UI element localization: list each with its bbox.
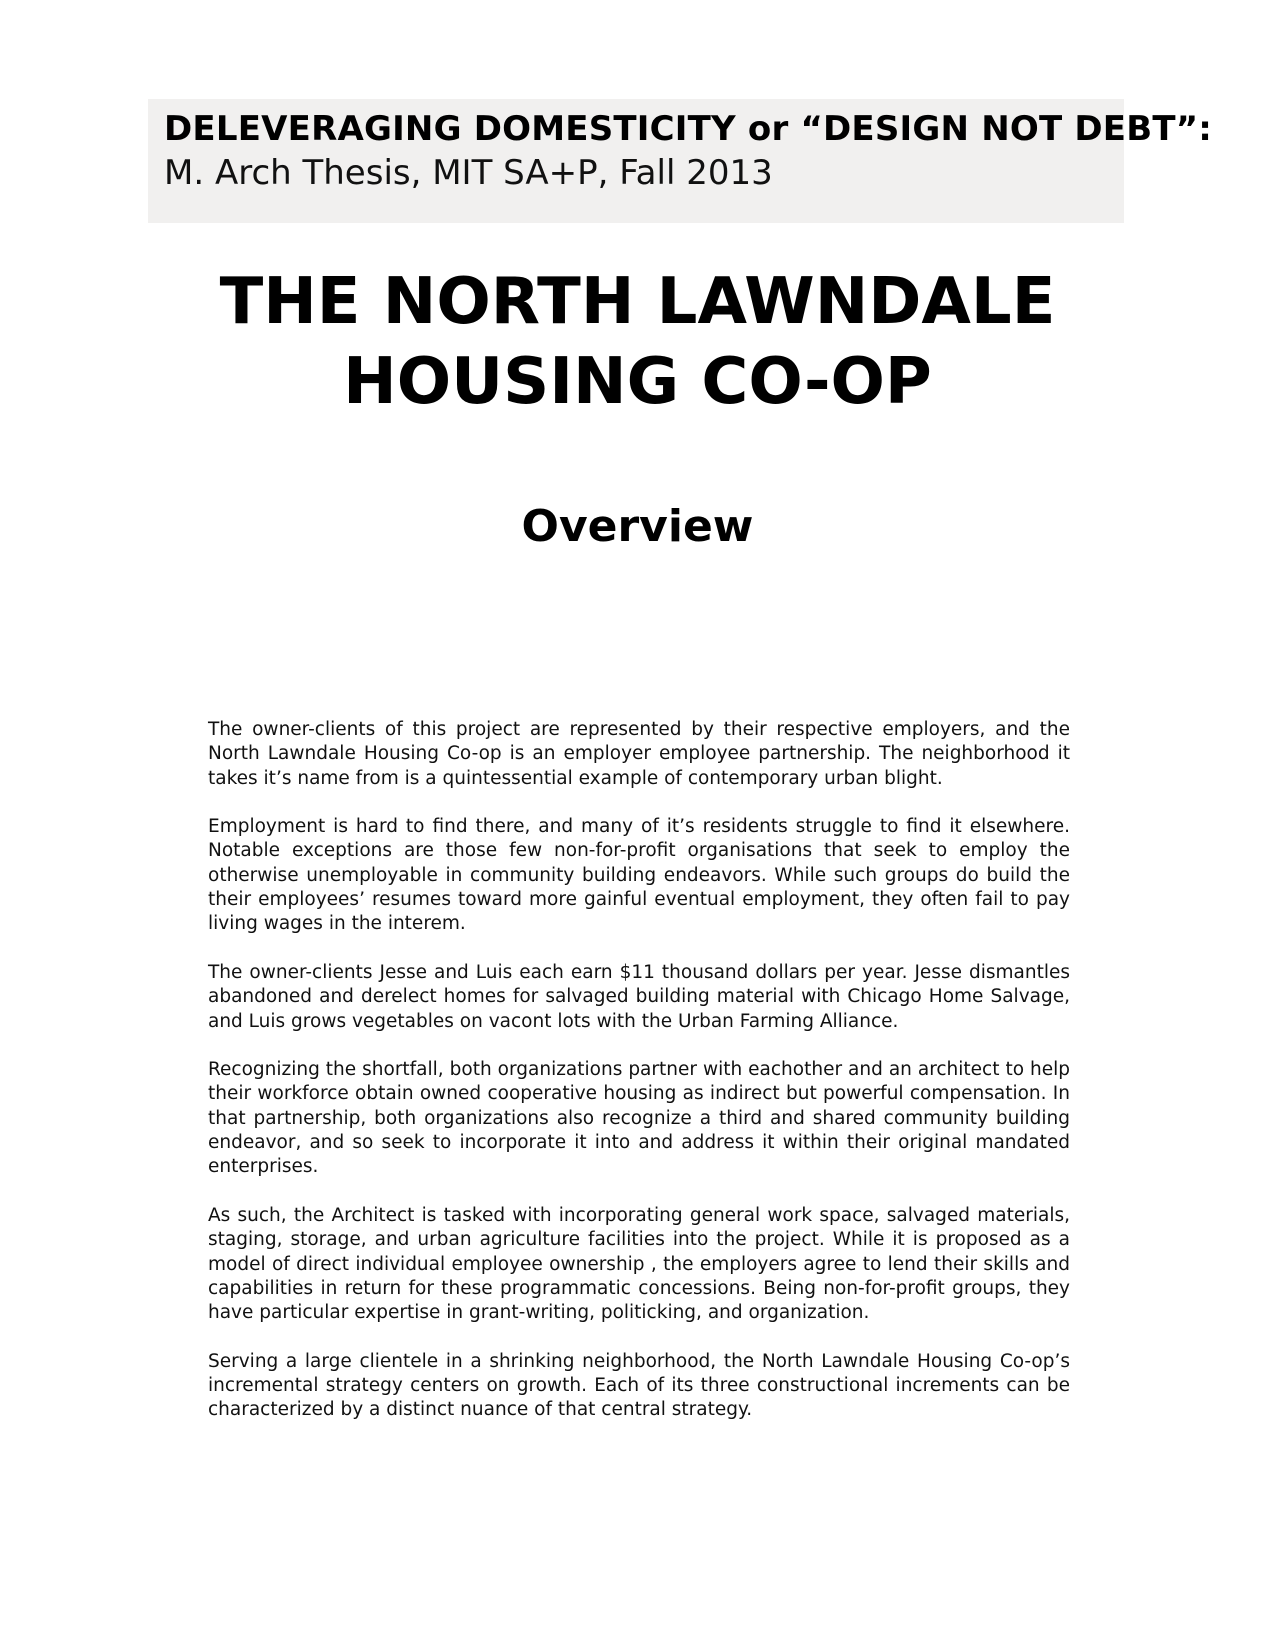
paragraph: The owner-clients of this project are represented by their respective employers, and the North Lawndale Housing Co-op is an employer employee partnership. The neighborhood it takes it’s name from is a quintessential example of contemporary urban blight. <box>208 719 1070 789</box>
paragraph: As such, the Architect is tasked with incorporating general work space, salvaged materials, staging, storage, and urban agriculture facilities into the project. While it is proposed as a model of direct individual employee ownership , the employers agree to lend their skills and capabilities in return for these programmatic concessions. Being non-for-profit groups, they have particular expertise in grant-writing, politicking, and organization. <box>208 1204 1070 1324</box>
thesis-header <box>148 99 1213 223</box>
thesis-title: DELEVERAGING DOMESTICITY or “DESIGN NOT DEBT”: <box>164 109 1213 149</box>
paragraph: Employment is hard to find there, and many of it’s residents struggle to find it elsewhere. Notable exceptions are those few non-for-profit organisations that seek to employ the otherwise unemployable in community building endeavors. While such groups do build the their employees’ resumes toward more gainful eventual employment, they often fail to pay living wages in the interem. <box>208 816 1070 935</box>
thesis-subtitle: M. Arch Thesis, MIT SA+P, Fall 2013 <box>164 153 773 193</box>
paragraph: The owner-clients Jesse and Luis each earn $11 thousand dollars per year. Jesse dismantles abandoned and derelect homes for salvaged building material with Chicago Home Salvage, and Luis grows vegetables on vacont lots with the Urban Farming Alliance. <box>208 961 1070 1032</box>
paragraph: Recognizing the shortfall, both organizations partner with eachother and an architect to help their workforce obtain owned cooperative housing as indirect but powerful compensation. In that partnership, both organizations also recognize a third and shared community building endeavor, and so seek to incorporate it into and address it within their original mandated enterprises. <box>208 1059 1070 1178</box>
page-title <box>0 262 1275 422</box>
page-title-line-2: HOUSING CO-OP <box>343 345 932 419</box>
paragraph: Serving a large clientele in a shrinking neighborhood, the North Lawndale Housing Co-op’s incremental strategy centers on growth. Each of its three constructional increments can be characterized by a distinct nuance of that central strategy. <box>208 1350 1070 1421</box>
body-text <box>208 718 1070 1447</box>
page-title-line-1: THE NORTH LAWNDALE <box>219 265 1056 339</box>
section-heading: Overview <box>521 501 754 552</box>
